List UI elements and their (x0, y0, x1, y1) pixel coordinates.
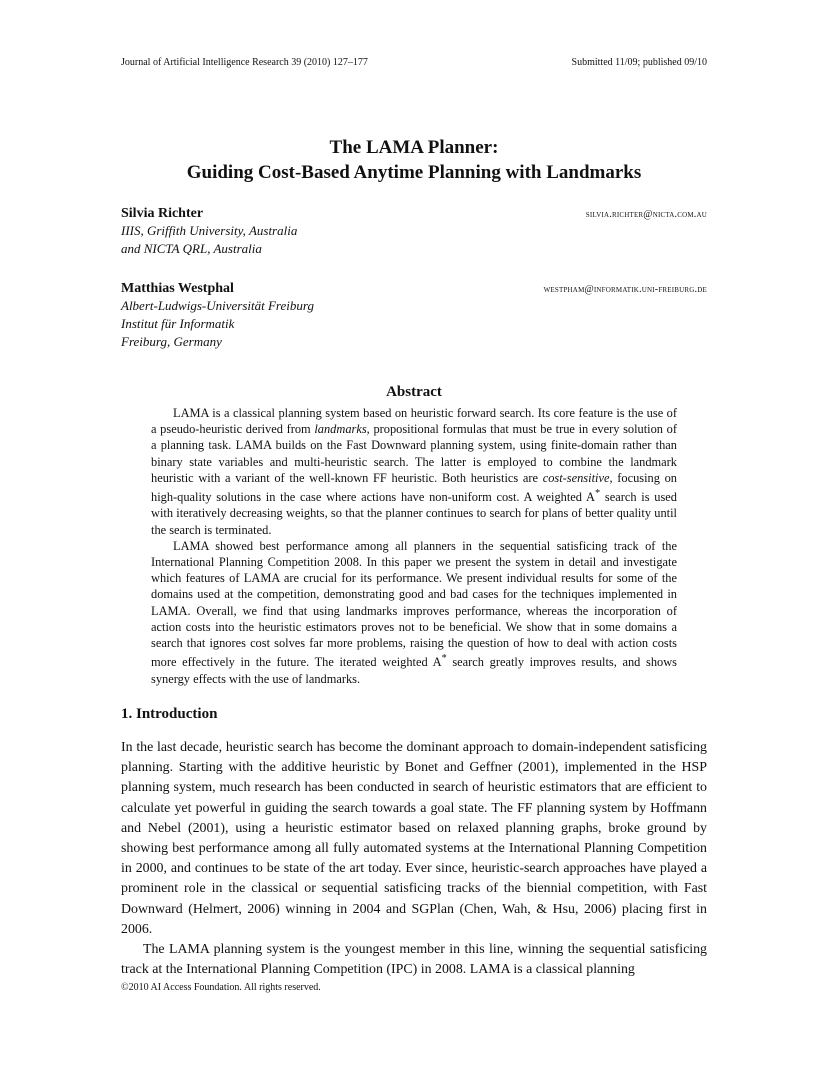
running-head (121, 57, 707, 68)
paper-title (121, 135, 707, 185)
body-paragraph: In the last decade, heuristic search has become the dominant approach to domain-independent satisficing planning. Starting with the additive heuristic by Bonet and Geffner (2001), implemented in the HSP planning system, much research has been conducted in search of heuristic estimators that are efficient to calculate yet powerful in guiding the search towards a goal state. The FF planning system by Hoffmann and Nebel (2001), using a heuristic estimator based on relaxed planning graphs, broke ground by showing best performance among all fully automated systems at the International Planning Competition in 2000, and continues to be state of the art today. Ever since, heuristic-search approaches have played a prominent role in the classical or sequential satisficing tracks of the biennial competition, with Fast Downward (Helmert, 2006) winning in 2004 and SGPlan (Chen, Wah, & Hsu, 2006) placing first in 2006. (121, 740, 707, 937)
author-email: silvia.richter@nicta.com.au (585, 209, 707, 220)
abstract-paragraph: LAMA is a classical planning system based on heuristic forward search. Its core feature is the use of a pseudo-heuristic derived from landmarks, propositional formulas that must be true in every solution of a planning task. LAMA builds on the Fast Downward planning system, using finite-domain rather than binary state variables and multi-heuristic search. The latter is employed to combine the landmark heuristic with a variant of the well-known FF heuristic. Both heuristics are cost-sensitive, focusing on high-quality solutions in the case where actions have non-uniform cost. A weighted A* search is used with iteratively decreasing weights, so that the planner continues to search for plans of better quality until the search is terminated. (151, 406, 677, 537)
superscript: * (441, 653, 447, 665)
title-line-2: Guiding Cost-Based Anytime Planning with Landmarks (186, 162, 642, 183)
author-block-1 (121, 206, 707, 258)
author-affiliation: Institut für Informatik (121, 316, 235, 331)
submission-dates: Submitted 11/09; published 09/10 (571, 57, 707, 68)
abstract-paragraph: LAMA showed best performance among all planners in the sequential satisficing track of the International Planning Competition 2008. In this paper we present the system in detail and investigate which features of LAMA are crucial for its performance. We present individual results for some of the domains used at the competition, demonstrating good and bad cases for the techniques implemented in LAMA. Overall, we find that using landmarks improves performance, whereas the incorporation of action costs into the heuristic estimators proves not to be beneficial. We show that in some domains a search that ignores cost solves far more problems, raising the question of how to deal with action costs more effectively in the future. The iterated weighted A* search greatly improves results, and shows synergy effects with the use of landmarks. (151, 538, 677, 686)
author-name: Matthias Westphal (121, 281, 234, 296)
abstract-heading: Abstract (386, 384, 442, 400)
author-affiliation: and NICTA QRL, Australia (121, 241, 262, 256)
author-email: westpham@informatik.uni-freiburg.de (543, 284, 707, 295)
author-affiliation: IIIS, Griffith University, Australia (121, 223, 298, 238)
author-affiliation: Freiburg, Germany (121, 334, 222, 349)
superscript: * (594, 488, 601, 500)
body-paragraph: The LAMA planning system is the youngest member in this line, winning the sequential satisficing track at the International Planning Competition (IPC) in 2008. LAMA is a classical planning (121, 942, 707, 978)
title-line-1: The LAMA Planner: (329, 137, 499, 158)
emphasis: landmarks (314, 422, 367, 437)
copyright-footer: ©2010 AI Access Foundation. All rights reserved. (121, 982, 321, 993)
author-block-2 (121, 281, 707, 351)
author-affiliation: Albert-Ludwigs-Universität Freiburg (121, 298, 314, 313)
section-body (121, 738, 707, 980)
emphasis: cost-sensitive (542, 470, 610, 485)
abstract-body (151, 405, 677, 687)
journal-citation: Journal of Artificial Intelligence Research 39 (2010) 127–177 (121, 57, 368, 68)
author-name: Silvia Richter (121, 206, 204, 221)
paper-page (121, 0, 707, 1072)
section-heading: 1. Introduction (121, 706, 218, 722)
